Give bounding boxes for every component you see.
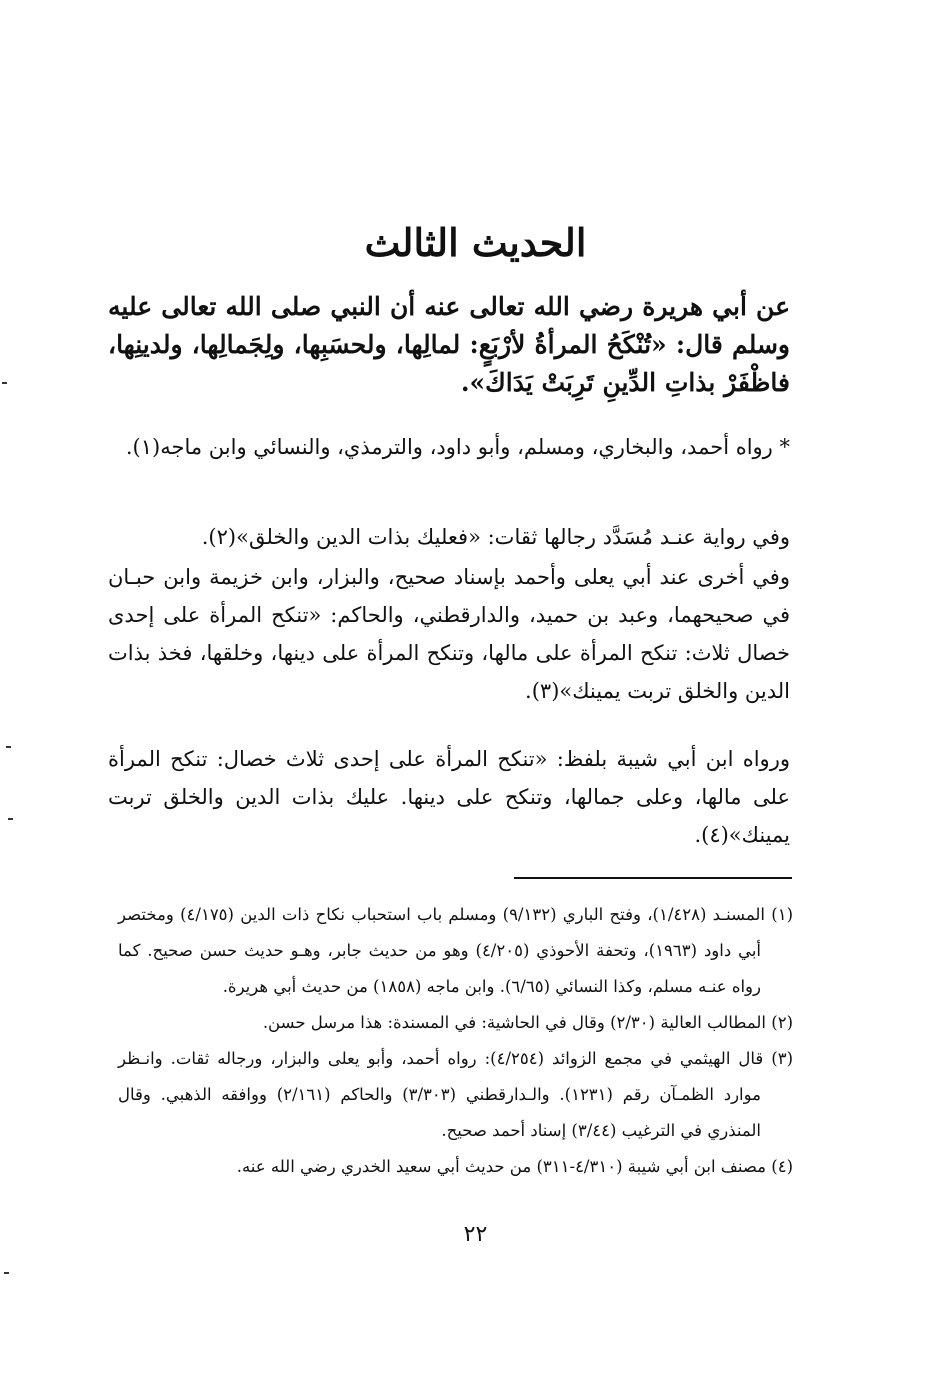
narration-paragraph: * رواه أحمد، والبخاري، ومسلم، وأبو داود، والترمذي، والنسائي وابن ماجه(١). [125, 435, 790, 459]
footnote-separator [514, 877, 792, 879]
footnote-3: (٣) قال الهيثمي في مجمع الزوائد (٤/٢٥٤): رواه أحمد، وأبو يعلى والبزار، ورجاله ثقات. وانـظر موارد الظمـآن رقم (١٢٣١). والـدارقطني (٣/٣٠٣) والحاكم (٢/١٦١) ووافقه الذهبي. وقال المنذري في الترغيب (٣/٤٤) إسناد أحمد صحيح. [118, 1049, 793, 1140]
footnote-1: (١) المسنـد (١/٤٢٨)، وفتح الباري (٩/١٣٢) ومسلم باب استحباب نكاح ذات الدين (٤/١٧٥) ومختصر أبي داود (١٩٦٣)، وتحفة الأحوذي (٤/٢٠٥) وهو من حديث جابر، وهـو حديث حسن صحيح. كما رواه عنـه مسلم، وكذا النسائي (٦/٦٥). وابن ماجه (١٨٥٨) من حديث أبي هريرة. [118, 905, 794, 996]
ibn-abi-shaybah-paragraph: ورواه ابن أبي شيبة بلفظ: «تنكح المرأة على إحدى ثلاث خصال: تنكح المرأة على مالها، وعلى جمالها، وتنكح على دينها. عليك بذات الدين والخلق تربت يمينك»(٤). [108, 747, 790, 847]
scan-mark [4, 1272, 9, 1274]
musaddad-paragraph: وفي رواية عنـد مُسَدَّد رجالها ثقات: «فعليك بذات الدين والخلق»(٢). [201, 525, 790, 549]
hadith-text: عن أبي هريرة رضي الله تعالى عنه أن النبي صلى الله تعالى عليه وسلم قال: «تُنْكَحُ المرأةُ لأرْبَعٍ: لمالِها، ولحسَبِها، ولِجَمالِها، ولدينِها، فاظْفَرْ بذاتِ الدِّينِ تَرِبَتْ يَدَاكَ». [108, 292, 790, 397]
scan-mark [6, 746, 11, 748]
footnote-2: (٢) المطالب العالية (٢/٣٠) وقال في الحاشية: في المسندة: هذا مرسل حسن. [262, 1013, 793, 1032]
chapter-heading: الحديث الثالث [364, 220, 587, 265]
footnotes [118, 897, 793, 1185]
page-number: ٢٢ [463, 1222, 488, 1247]
scan-mark [8, 818, 13, 820]
scan-mark [2, 382, 7, 384]
footnote-4: (٤) مصنف ابن أبي شيبة (٤/٣١٠-٣١١) من حديث أبي سعيد الخدري رضي الله عنه. [236, 1157, 793, 1176]
other-narration-paragraph: وفي أخرى عند أبي يعلى وأحمد بإسناد صحيح، والبزار، وابن خزيمة وابن حبـان في صحيحهما، وعبد بن حميد، والدارقطني، والحاكم: «تنكح المرأة على إحدى خصال ثلاث: تنكح المرأة على مالها، وتنكح المرأة على دينها، وخلقها، فخذ بذات الدين والخلق تربت يمينك»(٣). [108, 565, 790, 703]
